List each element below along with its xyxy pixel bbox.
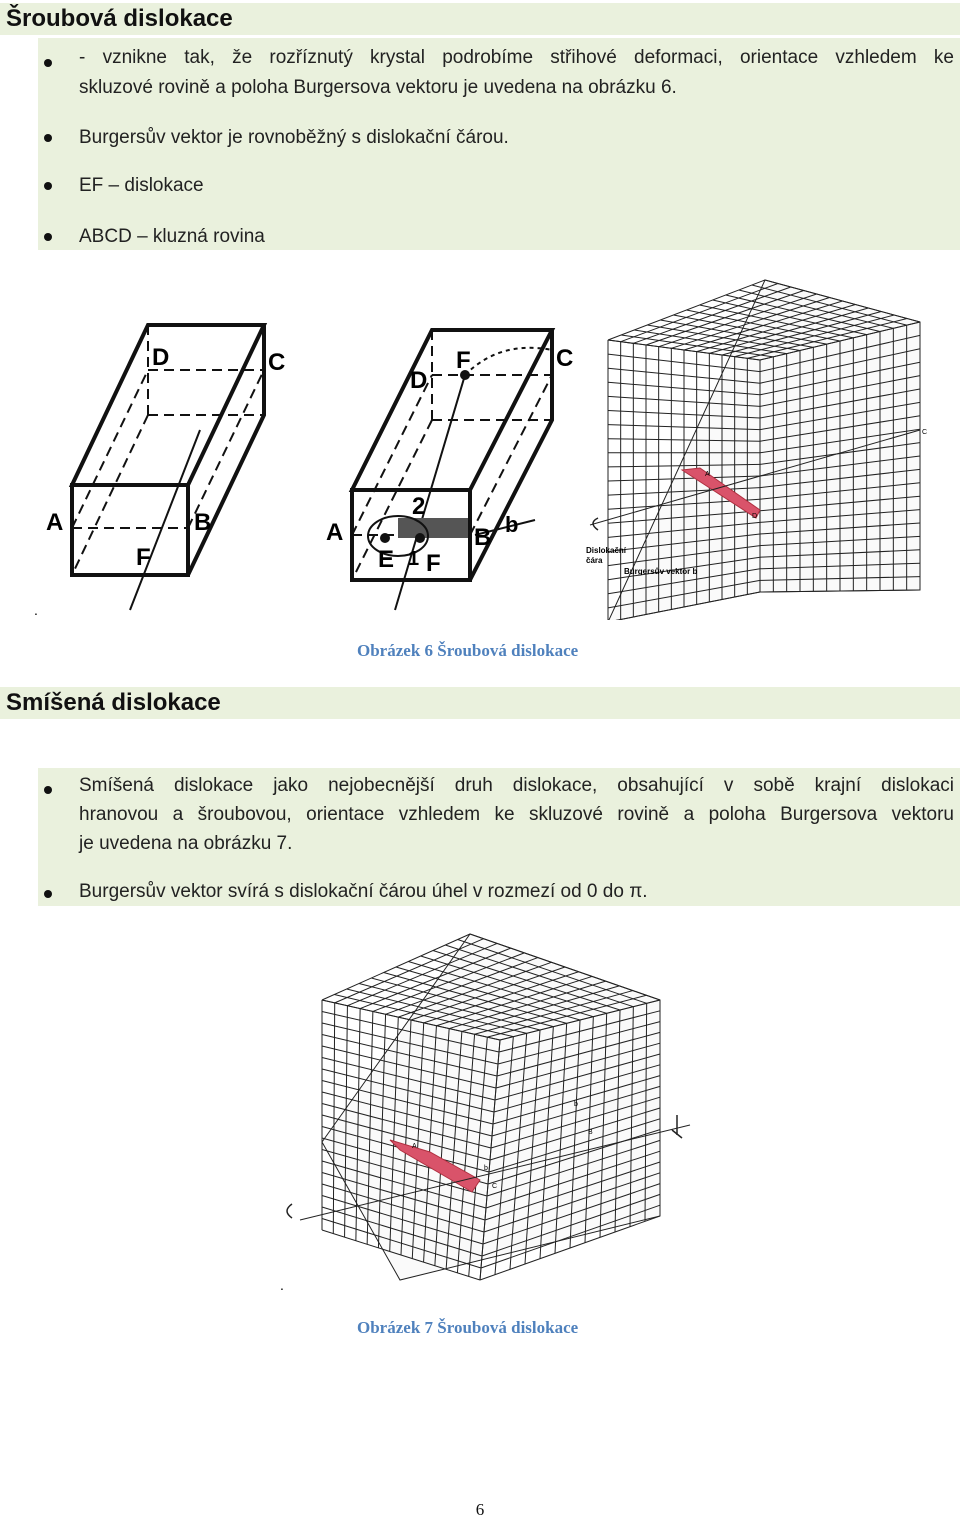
box2-label-2: 2 — [412, 493, 426, 520]
list-item — [38, 772, 960, 862]
page-number: 6 — [475, 1500, 485, 1519]
figure-7-caption: Obrázek 7 Šroubová dislokace — [357, 1318, 579, 1337]
bullet-text-line: EF – dislokace — [79, 175, 204, 196]
box1-label-c: C — [268, 349, 286, 376]
bullet-text-line: ABCD – kluzná rovina — [79, 226, 265, 247]
list-item — [38, 44, 960, 104]
section-title-screw-dislocation: Šroubová dislokace — [0, 3, 960, 35]
bullet-text-line: je uvedena na obrázku 7. — [79, 833, 293, 854]
figure-6-caption: Obrázek 6 Šroubová dislokace — [357, 641, 579, 660]
cube1-label-d: D — [752, 513, 758, 520]
bullet-icon — [44, 233, 52, 241]
cube1-label-a: A — [705, 471, 710, 478]
cube2-label-b-small: b — [484, 1165, 488, 1172]
box2-label-a: A — [326, 519, 344, 546]
lattice-cube-mixed — [287, 934, 690, 1280]
box1-label-d: D — [152, 344, 170, 371]
box2-label-c: C — [556, 345, 574, 372]
box2-label-f-bottom: F — [426, 550, 441, 577]
box2-label-1: 1 — [408, 548, 420, 570]
cube2-label-b-big: B — [588, 1129, 593, 1136]
box1-label-b: B — [194, 509, 212, 536]
cube1-label-dislocation-line-1: Dislokační — [586, 546, 627, 555]
figure-6-drawing — [0, 270, 960, 620]
bullet-icon — [44, 890, 52, 898]
cube1-label-burgers-vector: Burgersův vektor b — [624, 567, 698, 576]
bullet-list-screw — [38, 38, 960, 250]
bullet-text-line: skluzové rovině a poloha Burgersova vektoru je uvedena na obrázku 6. — [79, 77, 677, 98]
bullet-text-line: hranovou a šroubovou, orientace vzhledem ke skluzové rovině a poloha Burgersova vektoru — [79, 804, 954, 825]
box2-label-e: E — [378, 546, 395, 573]
cube2-label-a: A — [412, 1143, 417, 1150]
bullet-text-line: Smíšená dislokace jako nejobecnější druh dislokace, obsahující v sobě krajní dislokaci — [79, 775, 954, 796]
cube1-label-c: C — [922, 429, 928, 436]
bullet-icon — [44, 786, 52, 794]
figure6-dot: . — [34, 602, 38, 618]
cube1-label-dislocation-line-2: čára — [586, 556, 603, 565]
bullet-icon — [44, 134, 52, 142]
figure-7-drawing — [0, 930, 960, 1300]
cube2-label-c: C — [492, 1183, 498, 1190]
box2-label-f-top: F — [456, 347, 471, 374]
figure7-dot: . — [280, 1277, 284, 1293]
section-title-mixed-dislocation: Smíšená dislokace — [0, 687, 960, 719]
box2-label-b-vector: b — [505, 512, 519, 537]
bullet-icon — [44, 59, 52, 67]
bullet-list-mixed — [38, 768, 960, 906]
cube2-label-b-top: b — [574, 1101, 578, 1108]
box2-label-d: D — [410, 367, 428, 394]
box1-label-a: A — [46, 509, 64, 536]
bullet-text-line: Burgersův vektor je rovnoběžný s dislokační čárou. — [79, 127, 509, 148]
box2-label-b: B — [474, 524, 492, 551]
bullet-icon — [44, 182, 52, 190]
bullet-text-line: - vznikne tak, že rozříznutý krystal podrobíme střihové deformaci, orientace vzhledem ke — [79, 47, 954, 68]
box1-label-f: F — [136, 544, 151, 571]
bullet-text-line: Burgersův vektor svírá s dislokační čárou úhel v rozmezí od 0 do π. — [79, 881, 648, 902]
